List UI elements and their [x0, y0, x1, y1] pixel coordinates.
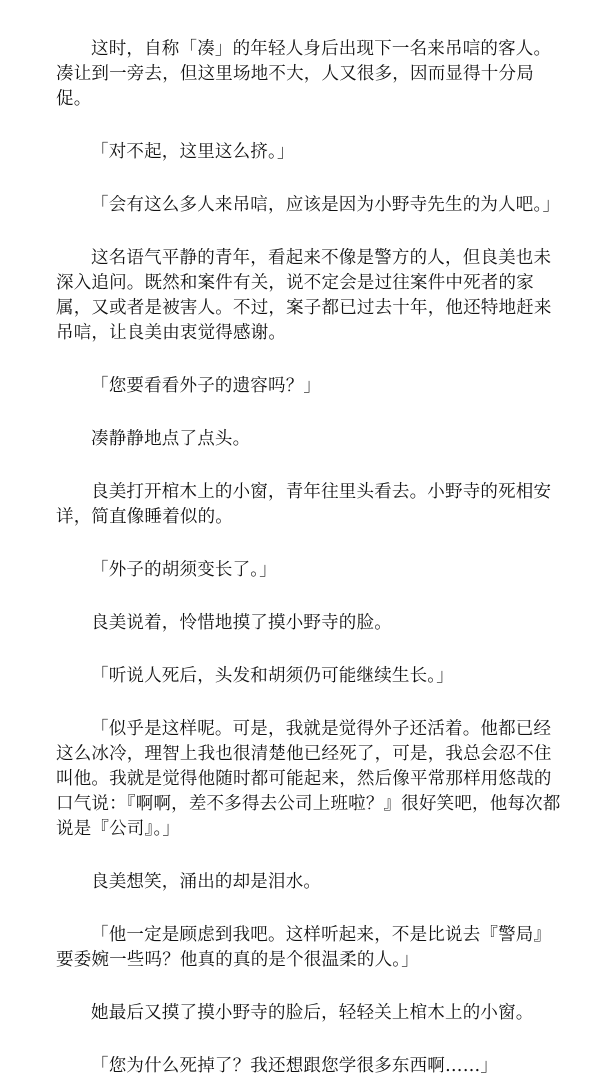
paragraph: 这时，自称「凑」的年轻人身后出现下一名来吊唁的客人。凑让到一旁去，但这里场地不大，人又很多，因而显得十分局促。 — [56, 39, 552, 109]
paragraph: 「外子的胡须变长了。」 — [91, 560, 277, 580]
paragraph: 「会有这么多人来吊唁，应该是因为小野寺先生的为人吧。」 — [91, 195, 561, 215]
paragraph: 「对不起，这里这么挤。」 — [91, 142, 295, 162]
paragraph: 良美说着，怜惜地摸了摸小野寺的脸。 — [91, 613, 392, 633]
paragraph: 「似乎是这样呢。可是，我就是觉得外子还活着。他都已经这么冰冷，理智上我也很清楚他已经死了，可是，我总会忍不住叫他。我就是觉得他随时都可能起来，然后像平常那样用悠哉的口气说：『啊啊，差不多得去公司上班啦？』很好笑吧，他每次都说是『公司』。」 — [56, 719, 561, 839]
paragraph: 「听说人死后，头发和胡须仍可能继续生长。」 — [91, 666, 454, 686]
paragraph: 这名语气平静的青年，看起来不像是警方的人，但良美也未深入追问。既然和案件有关，说不定会是过往案件中死者的家属，又或者是被害人。不过，案子都已过去十年，他还特地赶来吊唁，让良美由衷觉得感谢。 — [56, 248, 552, 343]
paragraph: 她最后又摸了摸小野寺的脸后，轻轻关上棺木上的小窗。 — [91, 1003, 534, 1023]
paragraph: 凑静静地点了点头。 — [91, 429, 251, 449]
paragraph: 良美打开棺木上的小窗，青年往里头看去。小野寺的死相安详，简直像睡着似的。 — [56, 482, 552, 527]
paragraph: 良美想笑，涌出的却是泪水。 — [91, 872, 322, 892]
paragraph: 「您要看看外子的遗容吗？」 — [91, 376, 322, 396]
paragraph: 「您为什么死掉了？我还想跟您学很多东西啊……」 — [91, 1056, 499, 1076]
paragraph: 「他一定是顾虑到我吧。这样听起来，不是比说去『警局』要委婉一些吗？他真的真的是个很温柔的人。」 — [56, 925, 552, 970]
